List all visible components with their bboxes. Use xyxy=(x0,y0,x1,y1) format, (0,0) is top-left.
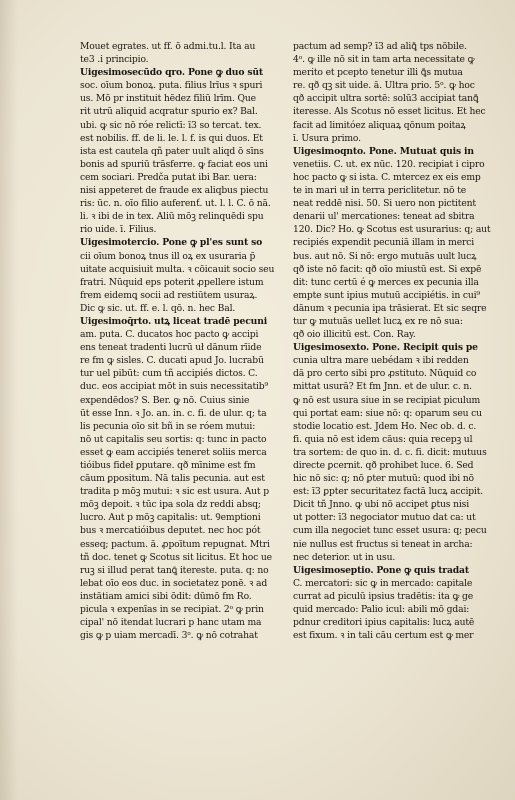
text-line: cāum ꝑpositum. Nā talis pecunia. aut est xyxy=(80,473,265,485)
text-line: nie nullus est fructus si teneat in archa: xyxy=(293,538,473,550)
text-line: am. puta. C. ducatos hoc pacto ꝙ accipi xyxy=(80,329,259,341)
text-line: uitate acquisiuit multa. ꝛ cōicauit socio seu xyxy=(80,263,275,275)
text-line: us. Mō pr instituit hēdez filiū lrīm. Que xyxy=(80,93,256,105)
text-line: ens teneat tradenti lucrū uł dānum rīide xyxy=(80,342,262,354)
text-line: cem sociari. Predča putat ibi Bar. uera: xyxy=(80,171,257,183)
text-line: hoc pacto ꝙ si ista. C. mtercez ex eis emp xyxy=(293,171,481,183)
text-line: recipiés expendit pecuniā illam in merci xyxy=(293,237,475,249)
text-line: ꝙ nō est usura siue in se recipiat piculum xyxy=(293,394,481,406)
text-line: te3 .i principio. xyxy=(80,54,149,66)
text-line: cii oīum bonoꝝ tnus ill oꝝ ex usuraria p̄ xyxy=(80,250,256,262)
text-line: dā pro certo sibi pro ꝓstituto. Nūquid co xyxy=(293,368,477,380)
text-line: li. ꝛ ibi de in tex. Aliū mōꝫ relinquēdi spu xyxy=(80,211,264,223)
text-line: ūt esse Inn. ꝛ Jo. an. in. c. fi. de ulur. q; ta xyxy=(80,407,267,419)
text-line: directe ꝑcernit. qð prohibet luce. 6. Sed xyxy=(293,460,474,471)
text-line: esseq; pactum. ā. ꝓpoītum repugnat. Mtri xyxy=(80,538,270,550)
text-line: C. mercatori: sic ꝙ in mercado: capitale xyxy=(293,577,473,589)
text-line: qð oio illicitū est. Con. Ray. xyxy=(293,329,416,341)
text-line: ruꝫ si illud perat tanꝗ̄ itereste. puta. q: no xyxy=(80,564,269,576)
text-line: neat reddē nisi. 50. Si uero non pictitent xyxy=(293,198,476,210)
page-edge-shadow xyxy=(0,0,18,800)
text-line: soc. oīum bonoꝝ. puta. filius lrīus ꝛ spuri xyxy=(80,80,263,92)
text-column-right xyxy=(293,40,507,695)
text-line: Uigesimotercio. Pone ꝙ pl'es sunt so xyxy=(80,237,263,249)
text-line: tra sortem: de quo in. d. c. fi. dicit: mutuus xyxy=(293,446,487,458)
text-line: hic nō sic: q; nō ꝑter mutuū: quod ibi nō xyxy=(293,473,474,485)
text-line: stodie locatio est. Jdem Ho. Nec ob. d. c. xyxy=(293,420,477,432)
text-line: cunia ultra mare uebédam ꝛ ibi redden xyxy=(293,355,469,367)
text-line: fratri. Nūquid eps poterit ꝓpellere istum xyxy=(80,276,264,288)
text-line: te in mari uł in terra periclitetur. nō te xyxy=(293,185,466,197)
text-line: nisi appeteret de fraude ex aliqbus piectu xyxy=(80,185,269,197)
text-line: facit ad limitóez aliquaꝝ qōnum poitaꝝ xyxy=(293,119,466,131)
text-line: Uigesimosecūdo qro. Pone ꝙ duo sūt xyxy=(80,67,263,79)
text-line: bonis ad spuriū trāsferre. ꝙ faciat eos uni xyxy=(80,158,268,170)
text-line: denarii ul' mercationes: teneat ad sbitra xyxy=(293,211,475,223)
text-line: dānum ꝛ pecunia ipa trāsierat. Et sic seqre xyxy=(293,302,487,314)
text-line: mōꝫ depoit. ꝛ tūc ipa sola dz reddi absq; xyxy=(80,499,261,511)
text-line: tur uel pibūt: cum tñ accipiés dictos. C. xyxy=(80,368,258,380)
text-line: esset ꝙ eam accipiés teneret soliis merca xyxy=(80,446,267,458)
text-line: re fm ꝙ sisles. C. ducati apud Jo. lucrabū xyxy=(80,355,264,367)
text-column-left xyxy=(80,40,294,695)
text-line: fi. quia nō est idem cāus: quia recepꝫ ul xyxy=(293,433,473,445)
text-line: rio uide. ī. Filius. xyxy=(80,224,157,236)
text-line: lucro. Aut p mōꝫ capitalis: ut. Ꝯemptioni xyxy=(80,512,261,524)
text-line: duc. eos accipiat mōt in suis necessitatib⁹ xyxy=(80,381,269,393)
text-line: est fixum. ꝛ in tali cāu certum est ꝙ mer xyxy=(293,630,474,642)
text-line: currat ad piculū ipsius tradētis: ita ꝙ ge xyxy=(293,590,474,602)
text-line: pdnur creditori ipius capitalis: lucꝝ autē xyxy=(293,617,475,629)
text-line: re. qð qꝫ sit uide. ā. Ultra prio. 5ᵒ. ꝙ hoc xyxy=(293,80,475,92)
text-line: Uigesimoseptio. Pone ꝙ quis tradat xyxy=(293,564,469,576)
text-line: instātiam amici sibi ōdit: dūmō fm Ro. xyxy=(80,590,252,602)
text-line: frem eidemꝗ socii ad restiūtem usuraꝝ. xyxy=(80,289,258,301)
text-line: 120. Dic? Ho. ꝙ Scotus est usurarius: q; aut xyxy=(293,224,491,236)
text-line: qui portat eam: siue nō: q: oparum seu cu xyxy=(293,407,482,419)
text-line: Dicit tñ Jnno. ꝙ ubi nō accipet ꝑtus nisi xyxy=(293,499,469,511)
text-line: tur ꝙ mutuās uellet lucꝝ ex re nō sua: xyxy=(293,315,463,327)
text-line: merito et pcepto tenetur illi ꝗ̄s mutua xyxy=(293,67,463,79)
text-line: pactum ad semp? ī3 ad aliꝗ̄ tps nōbile. xyxy=(293,41,467,52)
text-line: ris: ūc. n. oīo filio auferenť. ut. l. l. C. ō nā. xyxy=(80,198,271,210)
text-line: ut potter: ī3 negociator mutuo dat ca: ut xyxy=(293,512,476,524)
text-line: dit: tunc certū é ꝙ merces ex pecunia illa xyxy=(293,276,479,288)
text-line: Mouet egrates. ut ff. ō admi.tu.l. Ita au xyxy=(80,41,256,52)
text-line: Uigesimosexto. Pone. Recipit quis pe xyxy=(293,342,478,354)
text-line: cum illa negociet tunc esset usura: q; pecu xyxy=(293,525,487,537)
text-line: quid mercado: Palio icul: abili mō gdai: xyxy=(293,604,470,616)
text-line: est nobilis. ff. de li. le. l. f. is qui duos. Et xyxy=(80,132,263,144)
text-line: Uigesimoqnto. Pone. Mutuat quis in xyxy=(293,145,474,157)
text-line: nec deterior. ut in usu. xyxy=(293,551,396,563)
text-line: bus ꝛ mercatióibus deputet. nec hoc pót xyxy=(80,525,261,537)
text-line: Dic ꝙ sic. ut. ff. e. l. qō. n. hec Bal. xyxy=(80,302,236,314)
text-line: bus. aut nō. Si nō: ergo mutuās uult lucꝝ xyxy=(293,250,477,262)
text-line: ista est cautela qñ pater uult aliqd ō sīns xyxy=(80,145,264,157)
text-line: empte sunt ipius mutuū accipiétis. in cui⁹ xyxy=(293,289,480,301)
text-line: mittat usurā? Et fm Jnn. et de ulur. c. n. xyxy=(293,381,472,393)
text-line: tióibus fideł ꝑputare. qð mīnime est fm xyxy=(80,460,256,471)
text-line: 4ᵒ. ꝙ ille nō sit in tam arta necessitate ꝙ xyxy=(293,54,475,66)
text-line: cipal' nō itendat lucrari p hanc utam ma xyxy=(80,617,262,629)
text-line: expendēdos? S. Ber. ꝙ nō. Cuius sinie xyxy=(80,394,250,406)
text-line: qð iste nō facit: qð oīo miustū est. Si expē xyxy=(293,263,482,275)
text-line: gis ꝙ p uiam mercadī. 3ᵒ. ꝙ nō cotrahat xyxy=(80,630,258,642)
text-line: venetiis. C. ut. ex nūc. 120. recipiat i cipro xyxy=(293,158,485,170)
text-line: Uigesimoq̄rto. utꝝ liceat tradē pecuni xyxy=(80,315,268,327)
text-line: iteresse. Als Scotus nō esset licitus. Et hec xyxy=(293,106,486,118)
text-line: rit utrū aliquid acqratur spurio ex? Bal. xyxy=(80,106,258,118)
text-line: tradita p mōꝫ mutui: ꝛ sic est usura. Aut p xyxy=(80,486,269,498)
text-line: lebat oīo eos duc. in societatez ponē. ꝛ ad xyxy=(80,577,268,589)
text-line: est: ī3 ꝑpter securitatez factā lucꝝ accipit. xyxy=(293,486,484,498)
text-line: nō ut capitalis seu sortis: q: tunc in pacto xyxy=(80,433,267,445)
text-line: qð accipit ultra sortē: solū3 accipiat tanꝗ̄ xyxy=(293,93,479,105)
text-line: tñ doc. tenet ꝙ Scotus sit licitus. Et hoc ue xyxy=(80,551,272,563)
text-line: picula ꝛ expenīas in se recipiat. 2ᵒ ꝙ prin xyxy=(80,604,264,616)
text-line: lis pecunia oīo sit bñ in se róem mutui: xyxy=(80,420,256,432)
text-line: ī. Usura primo. xyxy=(293,132,361,144)
text-line: ubi. ꝙ sic nō róe relictī: ī3 so tercat. tex. xyxy=(80,119,262,131)
